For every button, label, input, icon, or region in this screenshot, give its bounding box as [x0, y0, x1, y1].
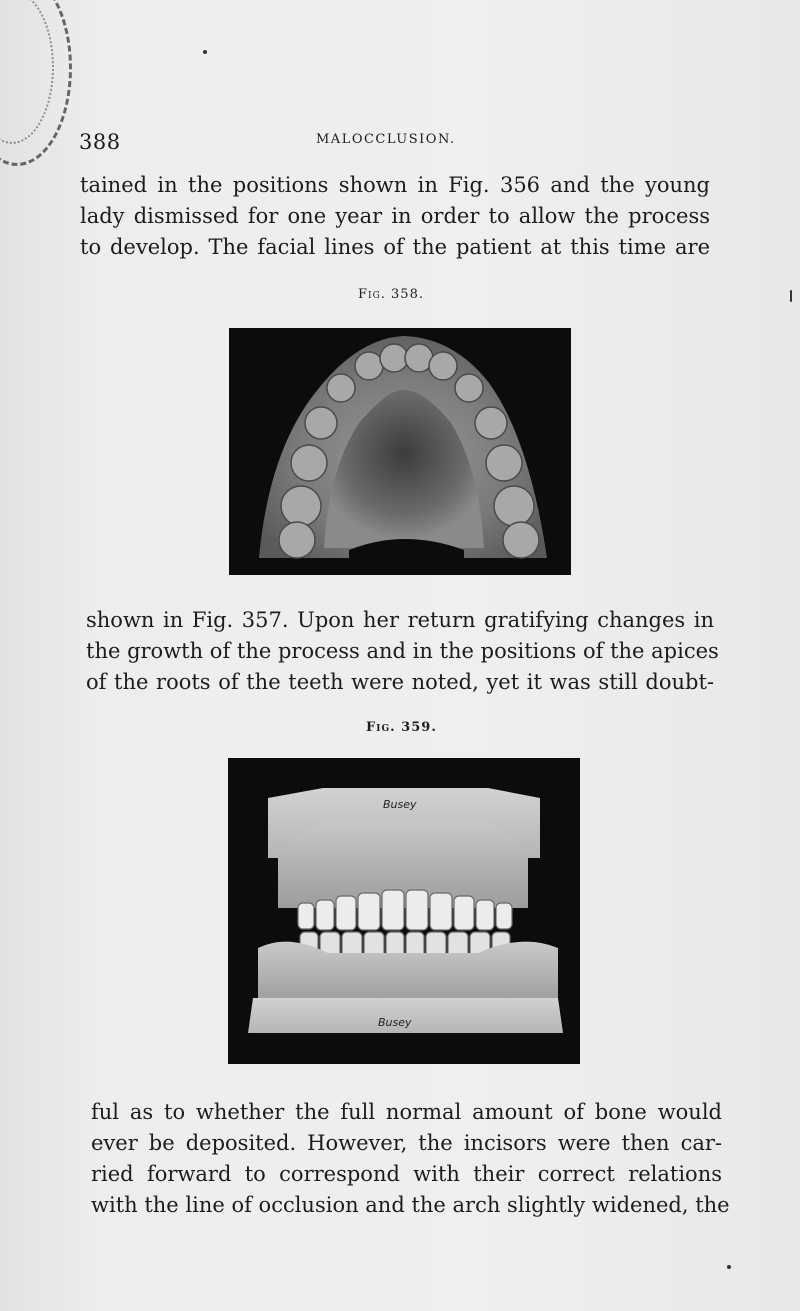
text-line: tained in the positions shown in Fig. 356 and the young: [80, 173, 710, 197]
text-line: of the roots of the teeth were noted, yet it was still doubt-: [86, 670, 714, 694]
text-line: ful as to whether the full normal amount of bone would: [91, 1100, 722, 1124]
paper-speck: [790, 290, 792, 302]
text-line: lady dismissed for one year in order to allow the process: [80, 204, 710, 228]
figure-359-caption: Fig. 359.: [366, 720, 437, 735]
text-line: the growth of the process and in the positions of the apices: [86, 639, 719, 663]
model-label-top: Busey: [383, 798, 417, 811]
figure-359-dental-model-photo: [228, 758, 580, 1064]
paragraph-2: [86, 605, 719, 698]
page-number: 388: [79, 130, 121, 154]
figure-358-caption: Fig. 358.: [358, 287, 424, 302]
model-label-bottom: Busey: [378, 1016, 412, 1029]
text-line: ried forward to correspond with their correct relations: [91, 1162, 722, 1186]
text-line: shown in Fig. 357. Upon her return gratifying changes in: [86, 608, 714, 632]
paragraph-1: [80, 170, 710, 263]
text-line: to develop. The facial lines of the patient at this time are: [80, 235, 710, 259]
occluded-models-illustration: [228, 758, 580, 1064]
figure-358-dental-cast-photo: [229, 328, 571, 575]
paragraph-3: [91, 1097, 730, 1221]
text-line: with the line of occlusion and the arch slightly widened, the: [91, 1193, 730, 1217]
text-line: ever be deposited. However, the incisors were then car-: [91, 1131, 722, 1155]
paper-speck: [203, 50, 207, 54]
upper-arch-cast-illustration: [229, 328, 571, 575]
running-head: MALOCCLUSION.: [316, 132, 456, 147]
paper-speck: [727, 1265, 731, 1269]
